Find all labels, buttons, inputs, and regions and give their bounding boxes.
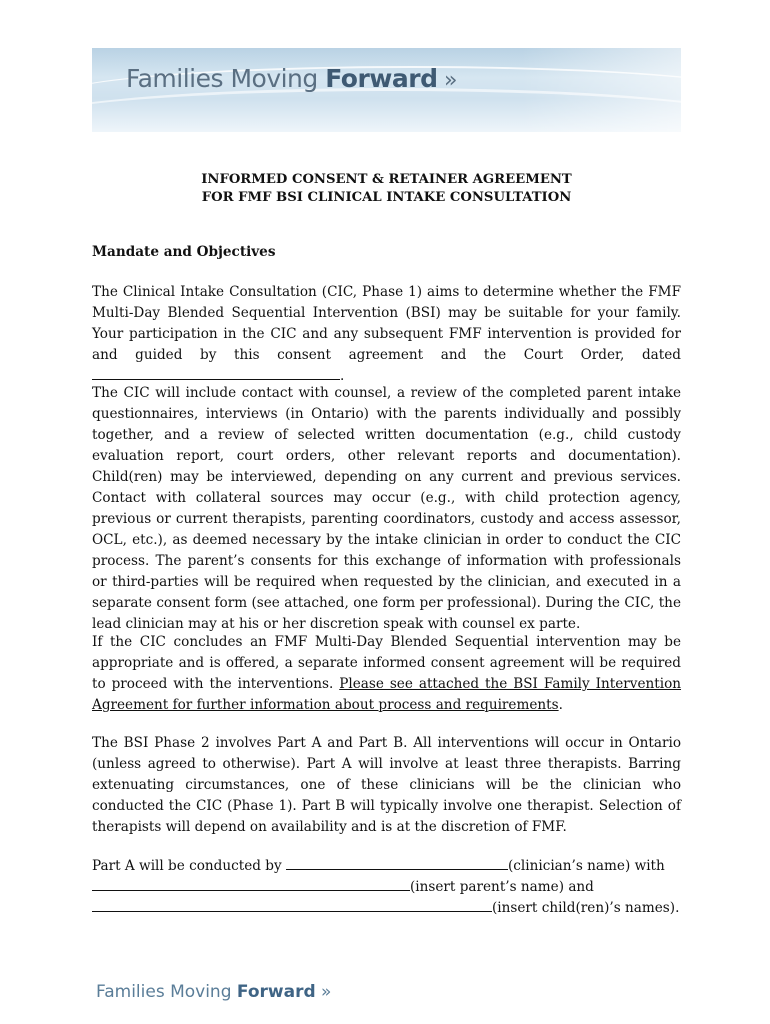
court-order-date-blank[interactable] [92,378,340,380]
paragraph-cic-contents: The CIC will include contact with counsel, a review of the completed parent intake questionnaires, interviews (in Ontario) with the parents individually and possibly together, and a review of selected written documentation (e.g., child custody evaluation report, court orders, other relevant reports and documentation). Child(ren) may be interviewed, depending on any current and previous services. Contact with collateral sources may occur (e.g., with child protection agency, previous or current therapists, parenting coordinators, custody and access assessor, OCL, etc.), as deemed necessary by the intake clinician in order to conduct the CIC process. The parent’s consents for this exchange of information with professionals or third-parties will be required when requested by the clinician, and executed in a separate consent form (see attached, one form per professional). During the CIC, the lead clinician may at his or her discretion speak with counsel ex parte. [92,385,681,632]
paragraph-text: The Clinical Intake Consultation (CIC, Phase 1) aims to determine whether the FMF Multi-Day Blended Sequential Intervention (BSI) may be suitable for your family. Your participation in the CIC and any subsequent FMF intervention is provided for and guided by this consent agreement and the Court Order, dated [92,284,681,363]
document-title-line1: INFORMED CONSENT & RETAINER AGREEMENT [201,172,572,187]
banner-fade [521,48,681,132]
document-title-line2: FOR FMF BSI CLINICAL INTAKE CONSULTATION [201,190,572,205]
paragraph-intervention [92,632,681,716]
footer-logo [96,982,331,1002]
part-a-line3 [92,898,681,919]
logo-text-bold: Forward [325,64,438,93]
parent-name-label: (insert parent’s name) and [410,879,594,895]
part-a-line1 [92,856,681,877]
footer-logo-light: Families Moving [96,982,237,1002]
paragraph-part-a [92,856,681,919]
part-a-label: Part A will be conducted by [92,858,282,874]
children-names-label: (insert child(ren)’s names). [492,900,680,916]
paragraph-end: . [340,368,345,384]
paragraph-mandate [92,282,681,387]
section-heading: Mandate and Objectives [92,244,276,260]
parent-name-blank[interactable] [92,889,410,891]
paragraph-text: If the CIC concludes an FMF Multi-Day Blended Sequential intervention may be appropriate and is offered, a separate informed consent agreement will be required to proceed with the interventions. [92,634,681,692]
clinician-name-blank[interactable] [286,868,508,870]
children-names-blank[interactable] [92,910,492,912]
logo-arrow: » [437,68,457,93]
paragraph-phase2: The BSI Phase 2 involves Part A and Part B. All interventions will occur in Ontario (unless agreed to otherwise). Part A will involve at least three therapists. Barring extenuating circumstances, one of these clinicians will be the clinician who conducted the CIC (Phase 1). Part B will typically involve one therapist. Selection of therapists will depend on availability and is at the discretion of FMF. [92,735,681,835]
part-a-line2 [92,877,681,898]
clinician-name-label: (clinician’s name) with [508,858,665,874]
paragraph-end: . [558,697,563,713]
logo-text-light: Families Moving [126,64,326,93]
bsi-agreement-link[interactable]: Please see attached the BSI Family Intervention Agreement for further information about process and requirements [92,676,682,713]
header-logo [126,64,457,93]
footer-logo-arrow: » [315,982,332,1002]
footer-logo-bold: Forward [236,982,316,1002]
